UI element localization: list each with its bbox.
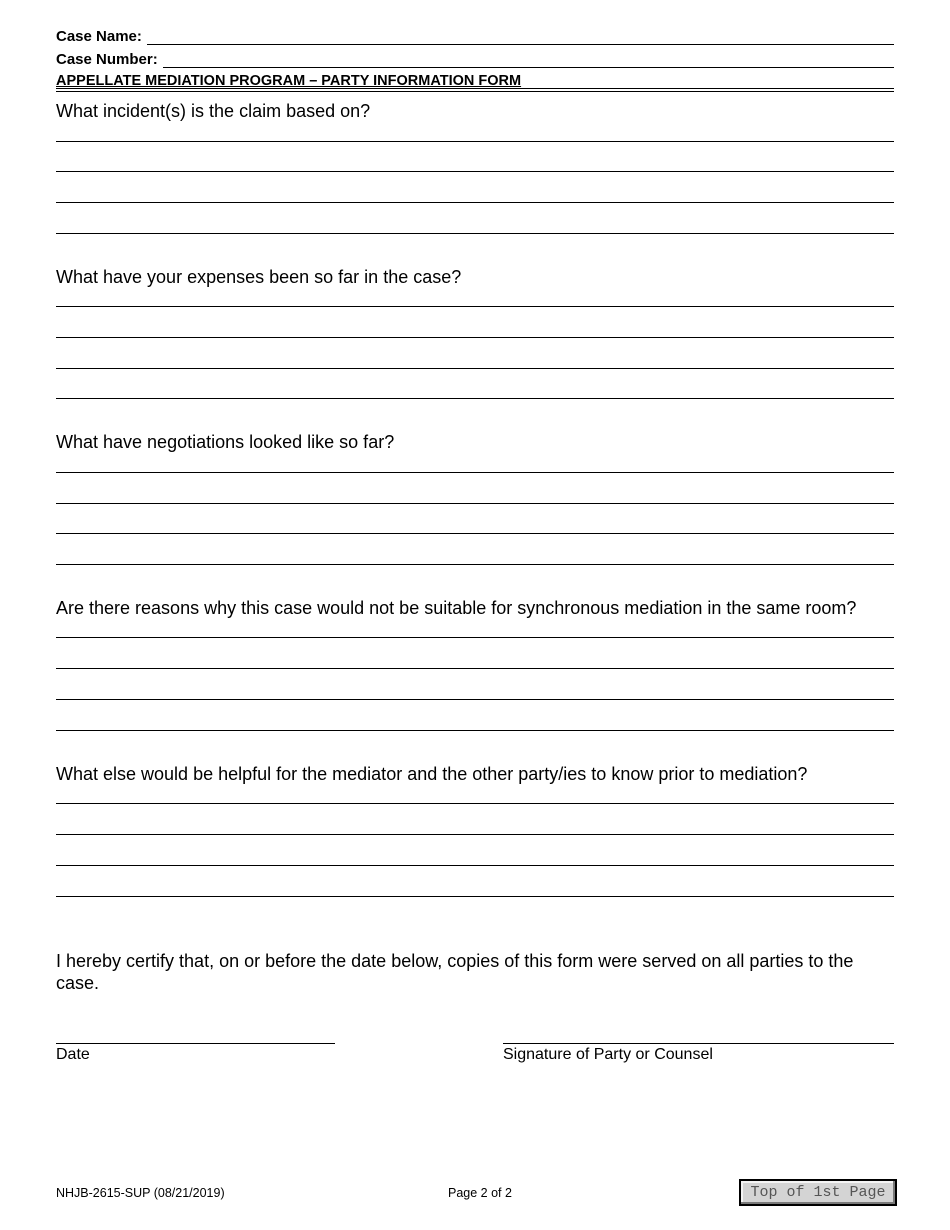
answer-line[interactable]: [56, 398, 894, 399]
answer-line[interactable]: [56, 834, 894, 835]
answer-line[interactable]: [56, 503, 894, 504]
page-number: Page 2 of 2: [448, 1186, 512, 1200]
top-of-first-page-button[interactable]: Top of 1st Page: [739, 1179, 897, 1206]
title-rule: [56, 91, 894, 92]
answer-line[interactable]: [56, 171, 894, 172]
answer-line[interactable]: [56, 865, 894, 866]
answer-line[interactable]: [56, 202, 894, 203]
answer-line[interactable]: [56, 803, 894, 804]
title-rule: [56, 88, 894, 89]
answer-line[interactable]: [56, 368, 894, 369]
case-number-row: [56, 50, 894, 68]
answer-line[interactable]: [56, 233, 894, 234]
case-number-field[interactable]: [163, 53, 894, 68]
answer-line[interactable]: [56, 337, 894, 338]
case-name-row: [56, 27, 894, 45]
question-helpful-info: What else would be helpful for the mediator and the other party/ies to know prior to mediation?: [56, 764, 808, 784]
question-negotiations: What have negotiations looked like so far?: [56, 432, 395, 452]
signature-label: Signature of Party or Counsel: [503, 1046, 713, 1063]
answer-line[interactable]: [56, 637, 894, 638]
answer-line[interactable]: [56, 668, 894, 669]
form-id: NHJB-2615-SUP (08/21/2019): [56, 1186, 225, 1200]
certification-text: I hereby certify that, on or before the date below, copies of this form were served on all parties to the case.: [56, 951, 854, 993]
question-expenses: What have your expenses been so far in the case?: [56, 267, 462, 287]
answer-line[interactable]: [56, 699, 894, 700]
case-name-field[interactable]: [147, 30, 894, 45]
form-title: APPELLATE MEDIATION PROGRAM – PARTY INFORMATION FORM: [56, 73, 522, 89]
case-number-label: Case Number:: [56, 51, 158, 68]
answer-line[interactable]: [56, 730, 894, 731]
answer-line[interactable]: [56, 564, 894, 565]
answer-line[interactable]: [56, 141, 894, 142]
answer-line[interactable]: [56, 472, 894, 473]
signature-field[interactable]: [503, 1043, 894, 1044]
answer-line[interactable]: [56, 533, 894, 534]
date-field[interactable]: [56, 1043, 335, 1044]
answer-line[interactable]: [56, 306, 894, 307]
case-name-label: Case Name:: [56, 28, 142, 45]
date-label: Date: [56, 1046, 90, 1063]
question-incidents: What incident(s) is the claim based on?: [56, 101, 371, 121]
question-suitability: Are there reasons why this case would not be suitable for synchronous mediation in the same room?: [56, 598, 857, 618]
answer-line[interactable]: [56, 896, 894, 897]
